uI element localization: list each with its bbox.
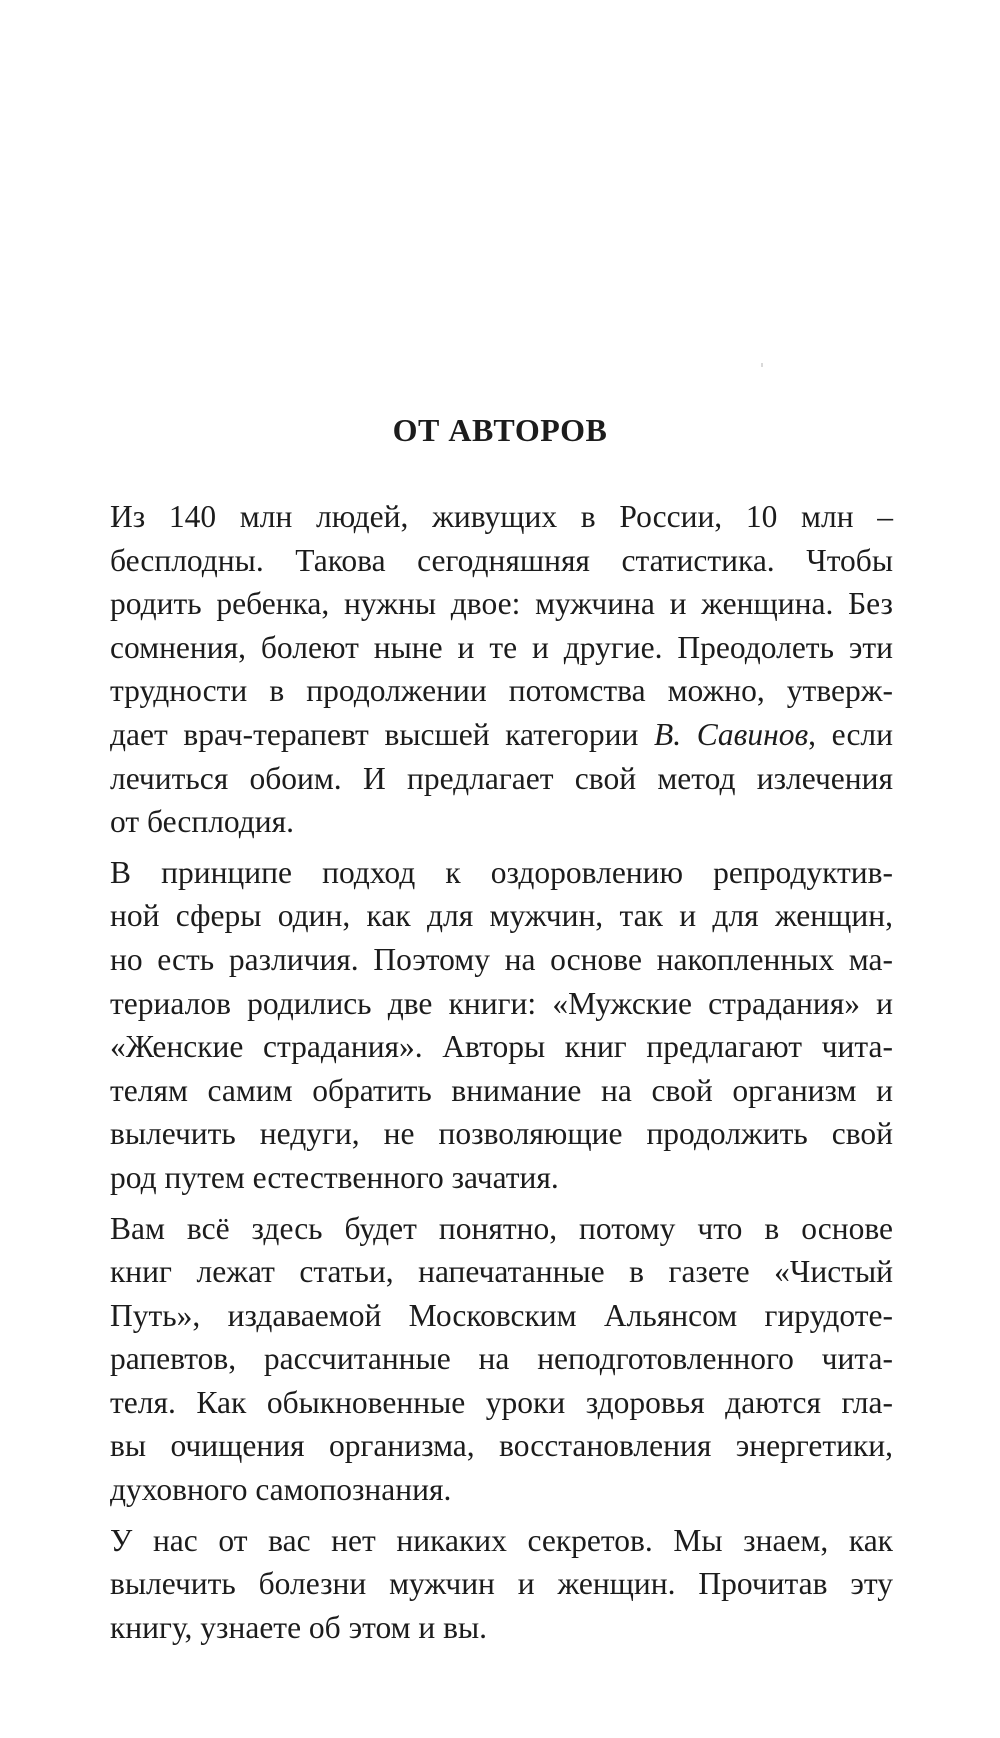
text-line: ной сферы один, как для мужчин, так и для женщин, <box>110 898 893 934</box>
text-line: вылечить болезни мужчин и женщин. Прочитав эту <box>110 1566 893 1602</box>
text-line: от бесплодия. <box>110 804 295 840</box>
author-name: В. Савинов <box>653 716 809 752</box>
text-line: дает врач-терапевт высшей категории В. Савинов, если <box>110 716 894 752</box>
text-line: телям самим обратить внимание на свой организм и <box>110 1072 893 1108</box>
print-speck <box>761 363 763 367</box>
text-line: Из 140 млн людей, живущих в России, 10 млн – <box>110 499 893 534</box>
text-line: трудности в продолжении потомства можно, утверж- <box>110 673 893 709</box>
text-line: книг лежат статьи, напечатанные в газете «Чистый <box>110 1254 893 1290</box>
text-line: «Женские страдания». Авторы книг предлагают чита- <box>110 1029 893 1065</box>
paragraph-1 <box>110 495 893 844</box>
text-line: но есть различия. Поэтому на основе накопленных ма- <box>110 941 893 977</box>
text-line: вы очищения организма, восстановления энергетики, <box>110 1428 893 1464</box>
text-line: бесплодны. Такова сегодняшняя статистика. Чтобы <box>110 542 893 578</box>
text-line: теля. Как обыкновенные уроки здоровья даются гла- <box>110 1384 893 1420</box>
text-line: У нас от вас нет никаких секретов. Мы знаем, как <box>110 1522 893 1558</box>
text-line: лечиться обоим. И предлагает свой метод излечения <box>110 760 893 796</box>
text-line: В принципе подход к оздоровлению репродуктив- <box>110 854 893 890</box>
paragraph-4 <box>110 1519 893 1650</box>
paragraph-2 <box>110 851 893 1200</box>
paragraph-3 <box>110 1207 893 1512</box>
text-line: книгу, узнаете об этом и вы. <box>110 1609 488 1645</box>
text-line: Путь», издаваемой Московским Альянсом гирудоте- <box>110 1297 893 1333</box>
text-line: духовного самопознания. <box>110 1472 452 1508</box>
text-line: териалов родились две книги: «Мужские страдания» и <box>110 985 893 1021</box>
text-line: сомнения, болеют ныне и те и другие. Преодолеть эти <box>110 629 893 665</box>
body-text <box>110 495 893 1656</box>
page-title: ОТ АВТОРОВ <box>392 412 608 448</box>
text-line: рапевтов, рассчитанные на неподготовленного чита- <box>110 1341 893 1377</box>
text-line: родить ребенка, нужны двое: мужчина и женщина. Без <box>110 586 893 622</box>
text-line: вылечить недуги, не позволяющие продолжить свой <box>110 1116 893 1152</box>
text-line: Вам всё здесь будет понятно, потому что в основе <box>110 1210 893 1246</box>
text-line: род путем естественного зачатия. <box>110 1159 559 1195</box>
